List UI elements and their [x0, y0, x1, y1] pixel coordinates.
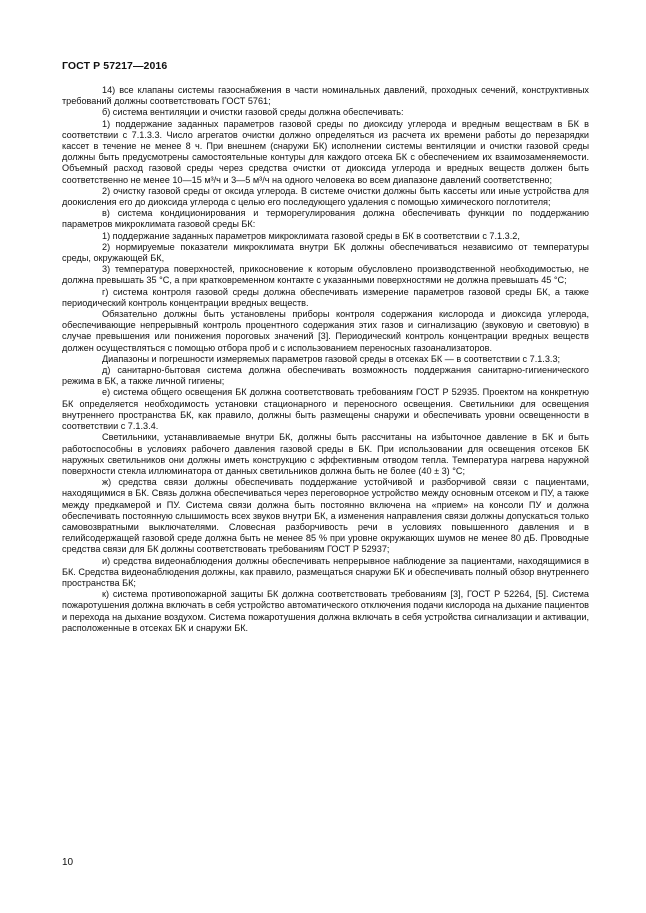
- paragraph: б) система вентиляции и очистки газовой среды должна обеспечивать:: [102, 107, 404, 118]
- paragraph: г) система контроля газовой среды должна обеспечивать измерение параметров газовой среды БК, а также периодический контроль концентрации вредных веществ.: [62, 286, 589, 308]
- paragraph: Диапазоны и погрешности измеряемых параметров газовой среды в отсеках БК — в соответствии с 7.1.3.3;: [102, 353, 561, 364]
- paragraph: д) санитарно-бытовая система должна обеспечивать возможность поддержания санитарно-гигиенического режима в БК, а также личной гигиены;: [62, 365, 589, 387]
- document-header: ГОСТ Р 57217—2016: [62, 60, 168, 72]
- paragraph: в) система кондиционирования и терморегулирования должна обеспечивать функции по поддержанию параметров микроклимата газовой среды БК:: [62, 208, 589, 230]
- paragraph: Обязательно должны быть установлены приборы контроля содержания кислорода и диоксида углерода, обеспечивающие непрерывный контроль процентного содержания этих газов и сигнализацию (звуковую и световую) в случае превышения или понижения пороговых значений [3]. Периодический контроль концентрации вредных веществ должен осуществляться с помощью отбора проб и с использованием переносных газоанализаторов.: [62, 309, 589, 353]
- document-body: [62, 85, 589, 634]
- paragraph: 1) поддержание заданных параметров газовой среды по диоксиду углерода и вредным веществам в БК в соответствии с 7.1.3.3. Число агрегатов очистки должно определяться из расчета их времени работы до перезарядки кассет в течение не менее 8 ч. При внешнем (снаружи БК) исполнении системы вентиляции и очистки газовой среды должны быть предусмотрены самостоятельные контуры для каждого отсека БК с обеспечением их взаимозаменяемости. Объемный расход газовой среды через средства очистки от диоксида углерода и вредных веществ должен быть соответственно не менее 10—15 м³/ч и 3—5 м³/ч на одного человека во всем диапазоне давлений соответственно;: [62, 118, 589, 185]
- paragraph: ж) средства связи должны обеспечивать поддержание устойчивой и разборчивой связи с пациентами, находящимися в БК. Связь должна обеспечиваться через переговорное устройство между основным отсеком и ПУ, а также между предкамерой и ПУ. Система связи должна быть постоянно включена на «прием» на консоли ПУ и должна обеспечивать постоянную слышимость всех звуков внутри БК, а изменения направления связи должны допускаться только самовозвратными выключателями. Словесная разборчивость речи в условиях повышенного давления и в гелийсодержащей газовой среде должна быть не менее 85 % при уровне окружающих шумов не менее 80 дБ. Проводные средства связи для БК должны соответствовать требованиям ГОСТ Р 52937;: [62, 477, 589, 555]
- paragraph: 2) нормируемые показатели микроклимата внутри БК должны обеспечиваться независимо от температуры среды, окружающей БК,: [62, 241, 589, 264]
- paragraph: Светильники, устанавливаемые внутри БК, должны быть рассчитаны на избыточное давление в БК и быть работоспособны в условиях рабочего давления газовой среды в БК. При использовании для освещения отсеков БК наружных светильников они должны иметь конструкцию с эффективным отводом тепла. Температура нагрева наружной поверхности стекла иллюминатора от данных светильников должна быть не более (40 ± 3) °С;: [62, 432, 589, 476]
- paragraph: и) средства видеонаблюдения должны обеспечивать непрерывное наблюдение за пациентами, находящимися в БК. Средства видеонаблюдения должны, как правило, размещаться снаружи БК и обеспечивать полный обзор внутреннего пространства БК;: [62, 555, 589, 588]
- paragraph: е) система общего освещения БК должна соответствовать требованиям ГОСТ Р 52935. Проектом на конкретную БК определяется необходимость установки стационарного и переносного освещения. Светильники для освещения внутреннего пространства БК, как правило, должны быть размещены снаружи и обеспечивать уровни освещенности в соответствии с 7.1.3.4.: [62, 387, 589, 432]
- paragraph: 14) все клапаны системы газоснабжения в части номинальных давлений, проходных сечений, конструктивных требований должны соответствовать ГОСТ 5761;: [62, 85, 589, 107]
- page-number: 10: [62, 857, 74, 868]
- paragraph: 3) температура поверхностей, прикосновение к которым обусловлено производственной необходимостью, не должна превышать 35 °С, а при кратковременном контакте с указанными поверхностями не должна превышать 45 °С;: [62, 264, 589, 286]
- paragraph: 2) очистку газовой среды от оксида углерода. В системе очистки должны быть кассеты или иные устройства для доокисления его до диоксида углерода с целью его последующего удаления с помощью химического поглотителя;: [62, 185, 589, 208]
- paragraph: 1) поддержание заданных параметров микроклимата газовой среды в БК в соответствии с 7.1.3.2,: [102, 230, 520, 241]
- paragraph: к) система противопожарной защиты БК должна соответствовать требованиям [3], ГОСТ Р 52264, [5]. Система пожаротушения должна включать в себя устройство автоматического отключения подачи кислорода на дыхание пациентов и перехода на дыхание воздухом. Система пожаротушения должна включать в себя устройства сигнализации и активации, расположенные в отсеках БК и снаружи БК.: [62, 589, 589, 633]
